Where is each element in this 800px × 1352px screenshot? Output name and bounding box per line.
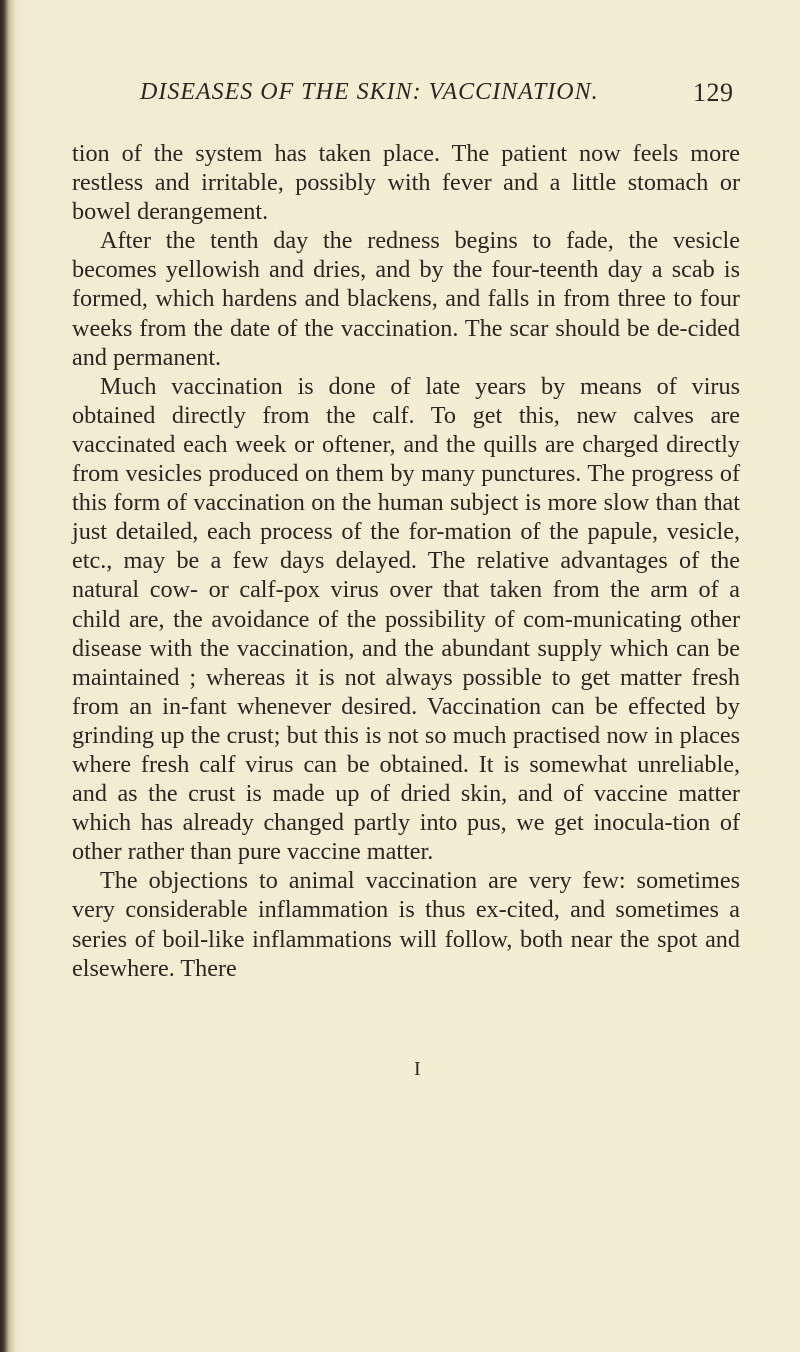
paragraph-3: Much vaccination is done of late years by means of virus obtained directly from the calf. To get this, new calves are vaccinated each week or oftener, and the quills are charged directly from vesicles produced on them by many punctures. The progress of this form of vaccination on the human subject is more slow than that just detailed, each process of the for-mation of the papule, vesicle, etc., may be a few days delayed. The relative advantages of the natural cow- or calf-pox virus over that taken from the arm of a child are, the avoidance of the possibility of com-municating other disease with the vaccination, and the abundant supply which can be maintained ; whereas it is not always possible to get matter fresh from an in-fant whenever desired. Vaccination can be effected by grinding up the crust; but this is not so much practised now in places where fresh calf virus can be obtained. It is somewhat unreliable, and as the crust is made up of dried skin, and of vaccine matter which has already changed partly into pus, we get inocula-tion of other rather than pure vaccine matter. (72, 372, 740, 866)
paragraph-4: The objections to animal vaccination are very few: sometimes very considerable inflammation is thus ex-cited, and sometimes a series of boil-like inflammations will follow, both near the spot and elsewhere. There (72, 867, 740, 982)
page-number: 129 (693, 78, 734, 107)
body-text (72, 139, 740, 983)
running-head: DISEASES OF THE SKIN: VACCINATION. (140, 79, 599, 105)
paragraph-2: After the tenth day the redness begins to fade, the vesicle becomes yellowish and dries, and by the four-teenth day a scab is formed, which hardens and blackens, and falls in from three to four weeks from the date of the vaccination. The scar should be de-cided and permanent. (72, 227, 740, 371)
paragraph-1: tion of the system has taken place. The patient now feels more restless and irritable, possibly with fever and a little stomach or bowel derangement. (72, 140, 740, 226)
signature-mark: I (414, 1058, 421, 1080)
page-header (140, 78, 740, 118)
